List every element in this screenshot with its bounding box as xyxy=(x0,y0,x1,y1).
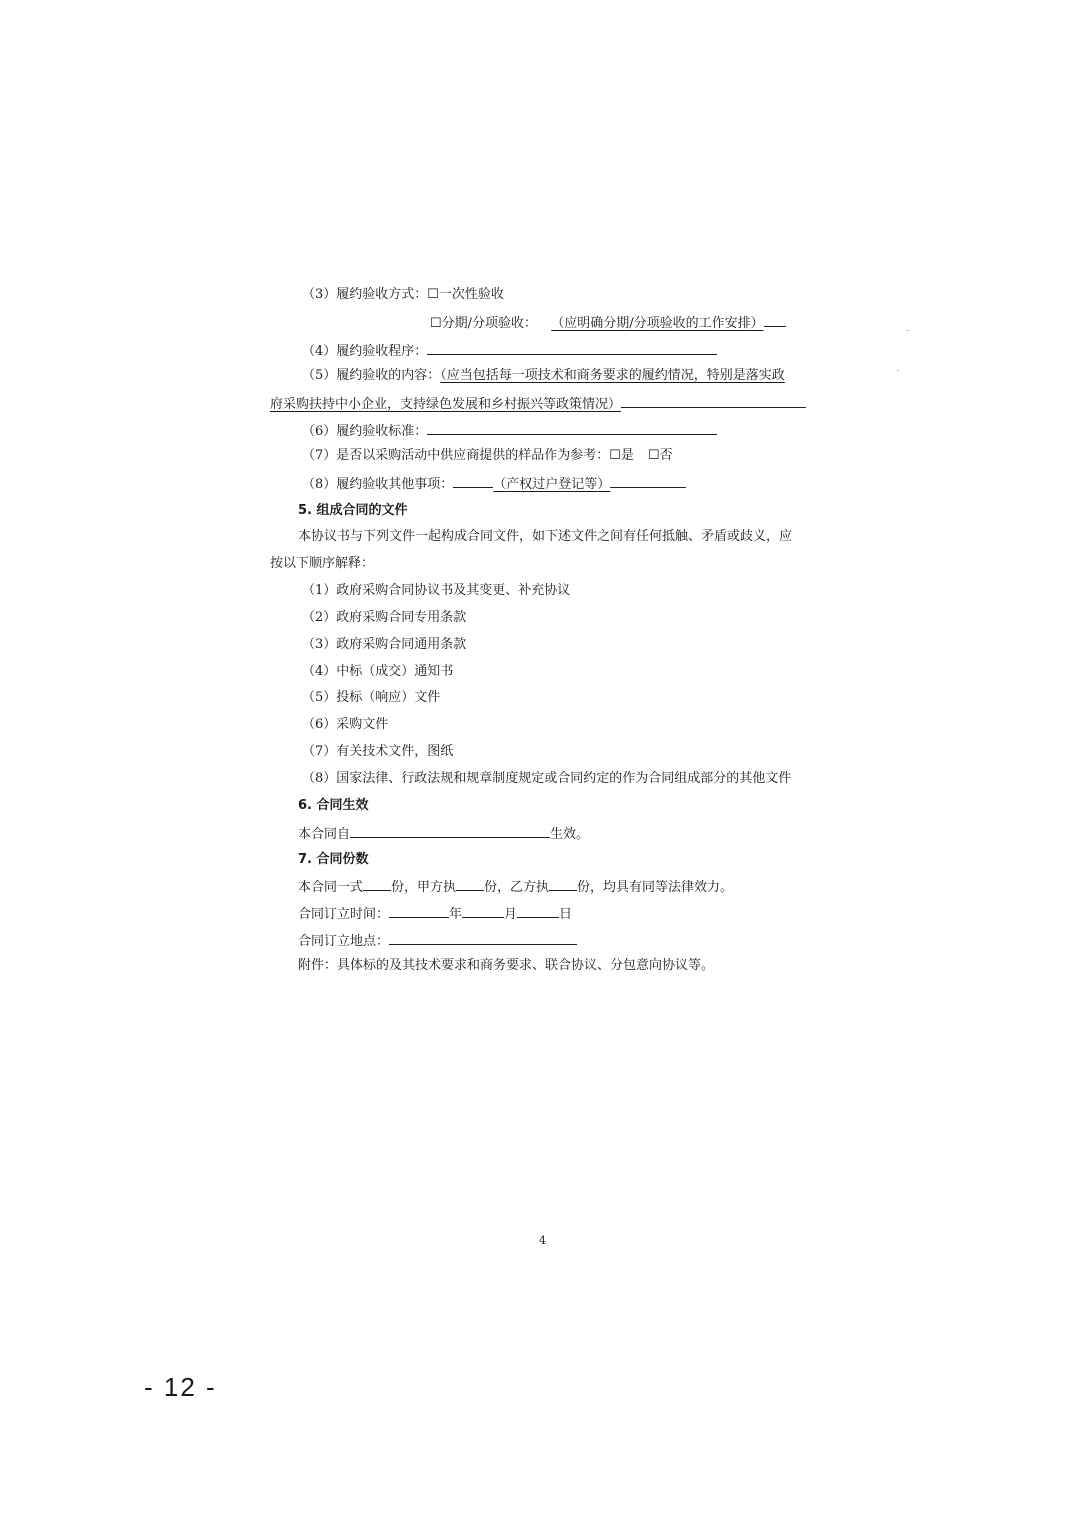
staged-acceptance-note: （应明确分期/分项验收的工作安排） xyxy=(551,316,764,331)
inner-page-number: 4 xyxy=(539,1234,546,1247)
item7-line xyxy=(302,447,673,465)
effective-date-blank[interactable] xyxy=(350,824,550,838)
attachment-note: 附件：具体标的及其技术要求和商务要求、联合协议、分包意向协议等。 xyxy=(298,958,715,973)
total-copies-blank[interactable] xyxy=(363,877,391,891)
effective-text-after: 生效。 xyxy=(550,827,590,842)
item5-note-line1: （应当包括每一项技术和商务要求的履约情况，特别是落实政 xyxy=(440,368,785,383)
copies-text: 本合同一式 xyxy=(298,880,364,895)
contract-doc-item: （4）中标（成交）通知书 xyxy=(302,664,454,679)
effective-line xyxy=(298,824,589,844)
copies-line xyxy=(298,877,733,897)
year-label: 年 xyxy=(449,907,463,922)
scan-speck xyxy=(906,330,909,331)
item8-label: （8）履约验收其他事项： xyxy=(302,477,454,492)
section5-heading: 5. 组成合同的文件 xyxy=(298,503,408,518)
item8-blank-lead xyxy=(453,474,493,488)
party-a-copies-blank[interactable] xyxy=(456,877,484,891)
signing-place-line xyxy=(298,931,577,951)
contract-doc-item: （2）政府采购合同专用条款 xyxy=(302,610,467,625)
item6-label: （6）履约验收标准： xyxy=(302,424,428,439)
signing-time-line xyxy=(298,904,572,924)
acceptance-procedure-blank[interactable] xyxy=(427,341,717,355)
item4-line xyxy=(302,341,717,361)
contract-doc-item: （3）政府采购合同通用条款 xyxy=(302,637,467,652)
sample-no-checkbox[interactable]: ☐否 xyxy=(647,448,673,463)
month-label: 月 xyxy=(504,907,518,922)
staged-blank-tail xyxy=(764,313,786,327)
item3-label: （3）履约验收方式： xyxy=(302,287,428,302)
day-label: 日 xyxy=(559,907,573,922)
item8-line xyxy=(302,474,686,494)
month-blank[interactable] xyxy=(462,904,504,918)
effective-text-before: 本合同自 xyxy=(298,827,351,842)
party-b-copies-blank[interactable] xyxy=(549,877,577,891)
contract-doc-item: （5）投标（响应）文件 xyxy=(302,690,441,705)
item8-note: （产权过户登记等） xyxy=(493,477,611,492)
contract-doc-item: （1）政府采购合同协议书及其变更、补充协议 xyxy=(302,583,571,598)
item6-line xyxy=(302,421,717,441)
item3-staged-line xyxy=(430,313,786,333)
staged-acceptance-checkbox[interactable]: ☐分期/分项验收： xyxy=(430,316,538,331)
item7-text: （7）是否以采购活动中供应商提供的样品作为参考： xyxy=(302,448,610,463)
contract-doc-item: （7）有关技术文件，图纸 xyxy=(302,744,454,759)
signing-place-blank[interactable] xyxy=(389,931,577,945)
item5-line2 xyxy=(270,394,806,414)
contract-doc-item: （8）国家法律、行政法规和规章制度规定或合同约定的作为合同组成部分的其他文件 xyxy=(302,771,792,786)
acceptance-standard-blank[interactable] xyxy=(427,421,717,435)
section6-heading: 6. 合同生效 xyxy=(298,798,369,813)
copies-text: 份，乙方执 xyxy=(484,880,550,895)
section5-intro-line1: 本协议书与下列文件一起构成合同文件，如下述文件之间有任何抵触、矛盾或歧义，应 xyxy=(298,529,793,544)
item5-label: （5）履约验收的内容： xyxy=(302,368,441,383)
day-blank[interactable] xyxy=(517,904,559,918)
item5-note-line2: 府采购扶持中小企业，支持绿色发展和乡村振兴等政策情况） xyxy=(270,397,622,412)
item8-blank-tail xyxy=(610,474,686,488)
one-time-acceptance-checkbox[interactable]: ☐一次性验收 xyxy=(427,287,504,302)
contract-doc-item: （6）采购文件 xyxy=(302,717,389,732)
section7-heading: 7. 合同份数 xyxy=(298,852,369,867)
copies-text: 份，均具有同等法律效力。 xyxy=(577,880,734,895)
item3-line xyxy=(302,286,504,304)
signing-time-label: 合同订立时间： xyxy=(298,907,390,922)
item5-line1 xyxy=(302,367,785,385)
sample-yes-checkbox[interactable]: ☐是 xyxy=(609,448,634,463)
scan-speck xyxy=(897,370,899,371)
copies-text: 份，甲方执 xyxy=(391,880,457,895)
footer-page-number: - 12 - xyxy=(144,1372,217,1402)
item5-blank-tail xyxy=(621,394,806,408)
section5-intro-line2: 按以下顺序解释： xyxy=(270,556,375,571)
item4-label: （4）履约验收程序： xyxy=(302,344,428,359)
signing-place-label: 合同订立地点： xyxy=(298,934,390,949)
year-blank[interactable] xyxy=(389,904,449,918)
